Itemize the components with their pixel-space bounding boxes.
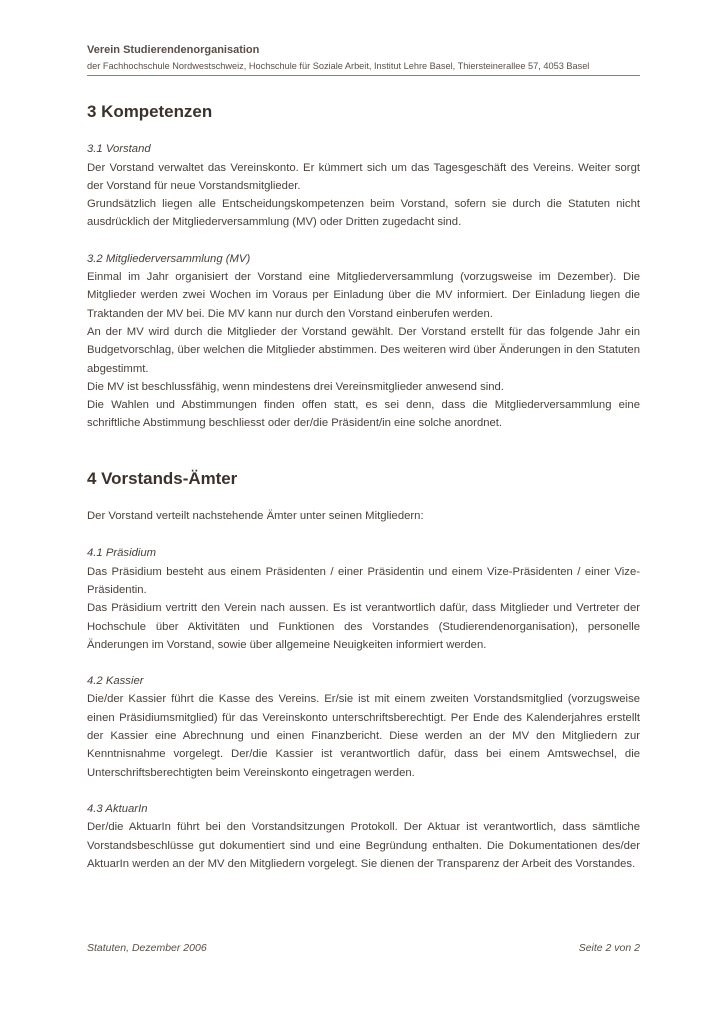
paragraph-3-2-b: An der MV wird durch die Mitglieder der Vorstand gewählt. Der Vorstand erstellt für das folgende Jahr ein Budgetvorschlag, über welchen die Mitglieder abstimmen. Des weiteren wird über Änderungen in den Statuten abgestimmt. (87, 325, 640, 375)
footer-page-number: Seite 2 von 2 (578, 942, 640, 954)
paragraph-4-1-a: Das Präsidium besteht aus einem Präsidenten / einer Präsidentin und einem Vize-Präsidenten / einer Vize-Präsidentin. (87, 565, 640, 596)
organization-subtitle: der Fachhochschule Nordwestschweiz, Hochschule für Soziale Arbeit, Institut Lehre Basel, Thiersteinerallee 57, 4053 Basel (87, 61, 590, 71)
paragraph-3-2-c: Die MV ist beschlussfähig, wenn mindestens drei Vereinsmitglieder anwesend sind. (87, 380, 504, 393)
footer-document-date: Statuten, Dezember 2006 (87, 942, 207, 954)
section-4-heading: 4 Vorstands-Ämter (87, 468, 238, 488)
paragraph-3-2-a: Einmal im Jahr organisiert der Vorstand eine Mitgliederversammlung (vorzugsweise im Dezember). Die Mitglieder werden zwei Wochen im Voraus per Einladung über die MV informiert. Der Einladung liegen die Traktanden der MV bei. Die MV kann nur durch den Vorstand einberufen werden. (87, 271, 640, 320)
paragraph-3-1-b: Grundsätzlich liegen alle Entscheidungskompetenzen beim Vorstand, sofern sie durch die Statuten nicht ausdrücklich der Mitgliederversammlung (MV) oder Dritten zugedacht sind. (87, 198, 640, 229)
subsection-4-1-heading: 4.1 Präsidium (87, 547, 157, 560)
paragraph-4-1-b: Das Präsidium vertritt den Verein nach aussen. Es ist verantwortlich dafür, dass Mitglieder und Vertreter der Hochschule über Aktivitäten und Funktionen des Vorstandes (Studierendenorganisation), personelle Änderungen im Vorstand, sowie über allgemeine Neuigkeiten informiert werden. (87, 602, 640, 651)
paragraph-3-2-d: Die Wahlen und Abstimmungen finden offen statt, es sei denn, dass die Mitgliederversammlung eine schriftliche Abstimmung beschliesst oder der/die Präsident/in eine solche anordnet. (87, 399, 640, 430)
page-footer (87, 942, 640, 954)
organization-name: Verein Studierendenorganisation (87, 44, 260, 56)
section-4-intro: Der Vorstand verteilt nachstehende Ämter unter seinen Mitgliedern: (87, 510, 424, 523)
page-header (87, 43, 640, 72)
subsection-3-1-heading: 3.1 Vorstand (87, 143, 151, 156)
subsection-4-3-heading: 4.3 AktuarIn (87, 802, 148, 815)
paragraph-3-1-a: Der Vorstand verwaltet das Vereinskonto. Er kümmert sich um das Tagesgeschäft des Vereins. Weiter sorgt der Vorstand für neue Vorstandsmitglieder. (87, 161, 640, 192)
header-divider (87, 75, 640, 76)
document-body (87, 103, 640, 873)
subsection-3-2-heading: 3.2 Mitgliederversammlung (MV) (87, 252, 251, 265)
paragraph-4-3-a: Der/die AktuarIn führt bei den Vorstandsitzungen Protokoll. Der Aktuar ist verantwortlich, dass sämtliche Vorstandsbeschlüsse gut dokumentiert sind und eine Begründung enthalten. Die Dokumentationen des/der AktuarIn werden an der MV den Mitgliedern vorgelegt. Sie dienen der Transparenz der Arbeit des Vorstandes. (87, 821, 640, 870)
paragraph-4-2-a: Die/der Kassier führt die Kasse des Vereins. Er/sie ist mit einem zweiten Vorstandsmitglied (vorzugsweise einen Präsidiumsmitglied) für das Vereinskonto unterschriftsberechtigt. Per Ende des Kalenderjahres erstellt der Kassier eine Abrechnung und einen Finanzbericht. Diese werden an der MV den Mitgliedern zur Kenntnisnahme vorgelegt. Der/die Kassier ist verantwortlich dafür, dass bei einem Amtswechsel, die Unterschriftsberechtigten beim Vereinskonto eingetragen werden. (87, 693, 640, 779)
section-3-heading: 3 Kompetenzen (87, 102, 213, 121)
subsection-4-2-heading: 4.2 Kassier (87, 675, 144, 688)
